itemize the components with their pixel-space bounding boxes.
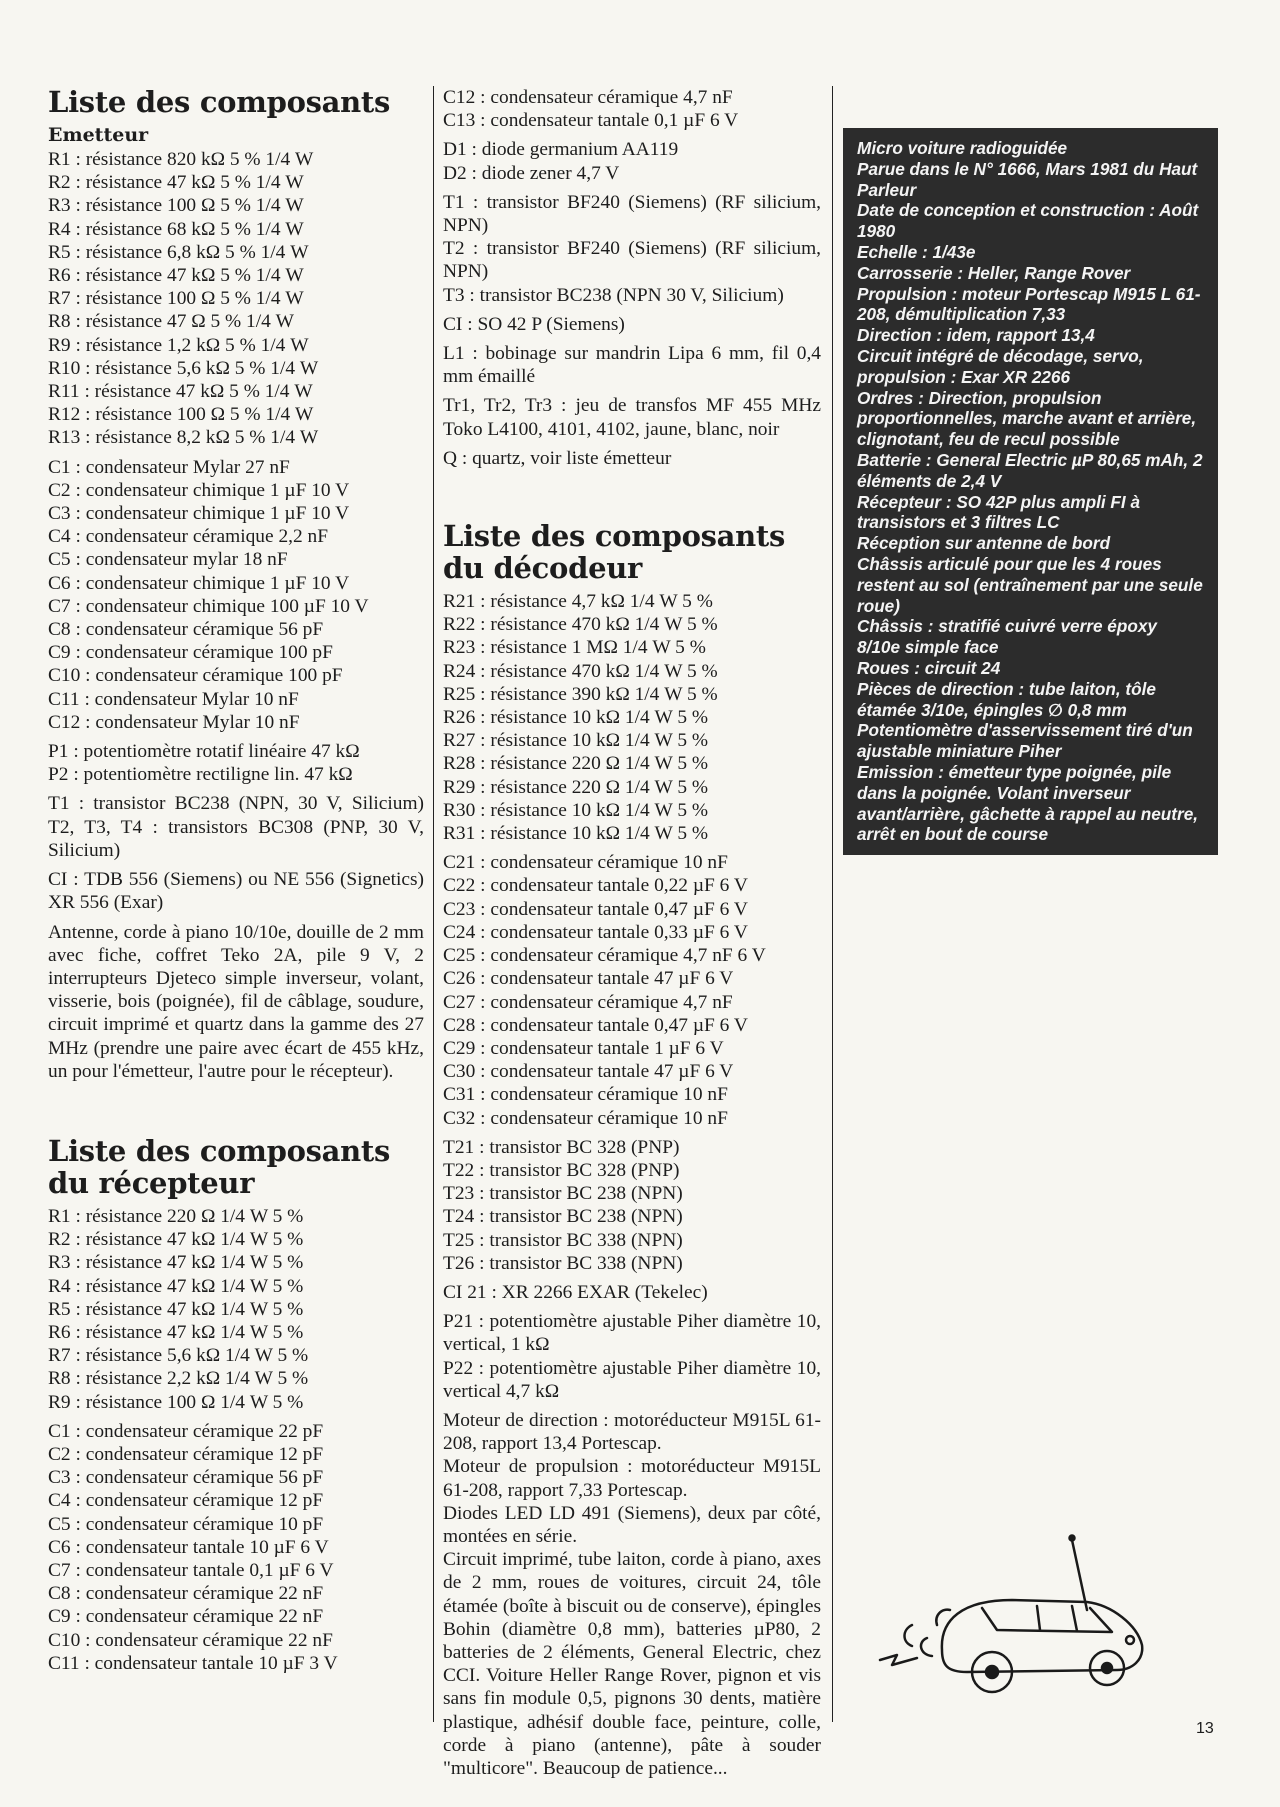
decodeur-title: Liste des composants du décodeur <box>443 519 786 586</box>
resistor-item: R28 : résistance 220 Ω 1/4 W 5 % <box>443 753 709 775</box>
recepteur-transfos: Tr1, Tr2, Tr3 : jeu de transfos MF 455 MHz Toko L4100, 4101, 4102, jaune, blanc, noir <box>443 395 821 440</box>
car-illustration <box>872 1530 1172 1710</box>
resistor-item: R2 : résistance 47 kΩ 5 % 1/4 W <box>48 172 304 194</box>
capacitor-item: C3 : condensateur chimique 1 µF 10 V <box>48 503 350 525</box>
resistor-item: R3 : résistance 100 Ω 5 % 1/4 W <box>48 195 304 217</box>
resistor-item: R8 : résistance 2,2 kΩ 1/4 W 5 % <box>48 1368 309 1390</box>
resistor-item: R30 : résistance 10 kΩ 1/4 W 5 % <box>443 799 709 821</box>
spec-line: Propulsion : moteur Portescap M915 L 61-208, démultiplication 7,33 <box>857 283 1201 325</box>
spec-line: Réception sur antenne de bord <box>857 533 1111 554</box>
car-body <box>942 1600 1142 1672</box>
resistor-item: R7 : résistance 5,6 kΩ 1/4 W 5 % <box>48 1345 309 1367</box>
emetteur-misc: Antenne, corde à piano 10/10e, douille de 2 mm avec fiche, coffret Teko 2A, pile 9 V, 2 interrupteurs Djeteco simple inverseur, volant, visserie, bois (poignée), fil de câblage, soudure, circuit imprimé et quartz dans la gamme des 27 MHz (prendre une paire avec écart de 455 kHz, un pour l'émetteur, l'autre pour le récepteur). <box>48 921 424 1082</box>
column-rule-2 <box>832 86 833 1722</box>
page-number: 13 <box>1196 1720 1214 1737</box>
potentiometer-item: P22 : potentiomètre ajustable Piher diamètre 10, vertical 4,7 kΩ <box>443 1357 821 1402</box>
spec-line: Date de conception et construction : Août 1980 <box>857 200 1199 242</box>
column-rule-1 <box>433 86 434 1722</box>
resistor-item: R12 : résistance 100 Ω 5 % 1/4 W <box>48 404 314 426</box>
spec-line: Récepteur : SO 42P plus ampli FI à transistors et 3 filtres LC <box>857 491 1141 533</box>
resistor-item: R29 : résistance 220 Ω 1/4 W 5 % <box>443 776 709 798</box>
column-2 <box>443 86 821 1780</box>
potentiometer-item: P2 : potentiomètre rectiligne lin. 47 kΩ <box>48 764 353 786</box>
capacitor-item: C7 : condensateur chimique 100 µF 10 V <box>48 595 369 617</box>
emetteur-potentiometer-list <box>48 740 424 786</box>
capacitor-item: C7 : condensateur tantale 0,1 µF 6 V <box>48 1559 334 1581</box>
emetteur-resistor-list <box>48 148 424 450</box>
resistor-item: R6 : résistance 47 kΩ 1/4 W 5 % <box>48 1321 304 1343</box>
capacitor-item: C32 : condensateur céramique 10 nF <box>443 1107 728 1129</box>
emetteur-ci: CI : TDB 556 (Siemens) ou NE 556 (Signetics) XR 556 (Exar) <box>48 869 424 914</box>
resistor-item: R9 : résistance 1,2 kΩ 5 % 1/4 W <box>48 334 309 356</box>
resistor-item: R25 : résistance 390 kΩ 1/4 W 5 % <box>443 683 718 705</box>
car-antenna <box>1072 1540 1087 1610</box>
recepteur-title: Liste des composants du récepteur <box>48 1133 391 1200</box>
spec-line: Parue dans le N° 1666, Mars 1981 du Haut Parleur <box>857 158 1198 200</box>
car-cable <box>880 1655 917 1665</box>
recepteur-diode-list <box>443 138 821 184</box>
transistor-item: T21 : transistor BC 328 (PNP) <box>443 1136 680 1158</box>
capacitor-item: C24 : condensateur tantale 0,33 µF 6 V <box>443 921 748 943</box>
resistor-item: R3 : résistance 47 kΩ 1/4 W 5 % <box>48 1252 304 1274</box>
spec-box <box>843 128 1218 855</box>
spec-line: Echelle : 1/43e <box>857 241 976 262</box>
spec-line: Circuit intégré de décodage, servo, propulsion : Exar XR 2266 <box>857 345 1144 387</box>
transistor-item: T23 : transistor BC 238 (NPN) <box>443 1183 683 1205</box>
decodeur-resistor-list <box>443 590 821 845</box>
capacitor-item: C6 : condensateur chimique 1 µF 10 V <box>48 572 350 594</box>
capacitor-item: C8 : condensateur céramique 56 pF <box>48 619 324 641</box>
resistor-item: R24 : résistance 470 kΩ 1/4 W 5 % <box>443 660 718 682</box>
capacitor-item: C12 : condensateur céramique 4,7 nF <box>443 87 733 108</box>
capacitor-item: C27 : condensateur céramique 4,7 nF <box>443 991 733 1013</box>
transistor-item: T24 : transistor BC 238 (NPN) <box>443 1206 683 1228</box>
recepteur-coil: L1 : bobinage sur mandrin Lipa 6 mm, fil 0,4 mm émaillé <box>443 343 821 388</box>
resistor-item: R27 : résistance 10 kΩ 1/4 W 5 % <box>443 730 709 752</box>
resistor-item: R13 : résistance 8,2 kΩ 5 % 1/4 W <box>48 427 319 449</box>
recepteur-capacitor-list <box>48 1420 424 1675</box>
potentiometer-item: P1 : potentiomètre rotatif linéaire 47 kΩ <box>48 741 360 763</box>
potentiometer-item: P21 : potentiomètre ajustable Piher diamètre 10, vertical, 1 kΩ <box>443 1311 821 1356</box>
capacitor-item: C6 : condensateur tantale 10 µF 6 V <box>48 1536 329 1558</box>
capacitor-item: C10 : condensateur céramique 22 nF <box>48 1629 333 1651</box>
spec-line: Carrosserie : Heller, Range Rover <box>857 262 1131 283</box>
resistor-item: R8 : résistance 47 Ω 5 % 1/4 W <box>48 311 294 333</box>
decodeur-capacitor-list <box>443 851 821 1129</box>
resistor-item: R23 : résistance 1 MΩ 1/4 W 5 % <box>443 637 706 659</box>
recepteur-ci: CI : SO 42 P (Siemens) <box>443 313 625 335</box>
capacitor-item: C1 : condensateur Mylar 27 nF <box>48 456 290 478</box>
transistor-item: T22 : transistor BC 328 (PNP) <box>443 1159 680 1181</box>
capacitor-item: C8 : condensateur céramique 22 nF <box>48 1583 324 1605</box>
capacitor-item: C3 : condensateur céramique 56 pF <box>48 1467 324 1489</box>
emetteur-capacitor-list <box>48 456 424 734</box>
resistor-item: R31 : résistance 10 kΩ 1/4 W 5 % <box>443 823 709 845</box>
diode-item: D1 : diode germanium AA119 <box>443 139 679 161</box>
misc-paragraph: Circuit imprimé, tube laiton, corde à piano, axes de 2 mm, roues de voitures, circuit 24, tôle étamée (boîte à biscuit ou de conserve), épingles Bohin (diamètre 0,8 mm), batteries µP80, 2 batteries de 2 éléments, General Electric, chez CCI. Voiture Heller Range Rover, pignon et vis sans fin module 0,5, pignons 30 dents, matière plastique, adhésif double face, peinture, colle, corde à piano (antenne), pâte à souder "multicore". Beaucoup de patience... <box>443 1549 821 1779</box>
misc-paragraph: Diodes LED LD 491 (Siemens), deux par côté, montées en série. <box>443 1502 821 1547</box>
emetteur-subtitle: Emetteur <box>48 124 149 146</box>
resistor-item: R2 : résistance 47 kΩ 1/4 W 5 % <box>48 1229 304 1251</box>
recepteur-transistor-list <box>443 191 821 307</box>
resistor-item: R5 : résistance 47 kΩ 1/4 W 5 % <box>48 1298 304 1320</box>
capacitor-item: C5 : condensateur mylar 18 nF <box>48 549 288 571</box>
transistor-item: T2 : transistor BF240 (Siemens) (RF silicium, NPN) <box>443 238 821 283</box>
capacitor-item: C9 : condensateur céramique 100 pF <box>48 642 333 664</box>
decodeur-ci: CI 21 : XR 2266 EXAR (Tekelec) <box>443 1281 708 1303</box>
resistor-item: R26 : résistance 10 kΩ 1/4 W 5 % <box>443 707 709 729</box>
capacitor-item: C11 : condensateur tantale 10 µF 3 V <box>48 1652 338 1674</box>
resistor-item: R6 : résistance 47 kΩ 5 % 1/4 W <box>48 265 304 287</box>
decodeur-transistor-list <box>443 1136 821 1275</box>
spec-line: Micro voiture radioguidée <box>857 138 1068 158</box>
resistor-item: R1 : résistance 220 Ω 1/4 W 5 % <box>48 1205 304 1227</box>
spec-line: Potentiomètre d'asservissement tiré d'un ajustable miniature Piher <box>857 720 1193 762</box>
spec-line: Châssis : stratifié cuivré verre époxy 8/10e simple face <box>857 616 1157 658</box>
capacitor-item: C29 : condensateur tantale 1 µF 6 V <box>443 1037 724 1059</box>
capacitor-item: C23 : condensateur tantale 0,47 µF 6 V <box>443 898 748 920</box>
recepteur-capacitor-list-cont <box>443 86 821 132</box>
capacitor-item: C13 : condensateur tantale 0,1 µF 6 V <box>443 110 739 132</box>
transistor-item: T1 : transistor BF240 (Siemens) (RF silicium, NPN) <box>443 191 821 237</box>
recepteur-quartz: Q : quartz, voir liste émetteur <box>443 447 672 469</box>
spec-line: Pièces de direction : tube laiton, tôle étamée 3/10e, épingles ∅ 0,8 mm <box>857 678 1156 720</box>
misc-paragraph: Moteur de propulsion : motoréducteur M915L 61-208, rapport 7,33 Portescap. <box>443 1456 821 1501</box>
resistor-item: R11 : résistance 47 kΩ 5 % 1/4 W <box>48 381 313 403</box>
capacitor-item: C2 : condensateur céramique 12 pF <box>48 1443 324 1465</box>
capacitor-item: C5 : condensateur céramique 10 pF <box>48 1513 324 1535</box>
resistor-item: R9 : résistance 100 Ω 1/4 W 5 % <box>48 1391 304 1413</box>
resistor-item: R4 : résistance 47 kΩ 1/4 W 5 % <box>48 1275 304 1297</box>
capacitor-item: C10 : condensateur céramique 100 pF <box>48 665 343 687</box>
resistor-item: R21 : résistance 4,7 kΩ 1/4 W 5 % <box>443 591 713 613</box>
capacitor-item: C28 : condensateur tantale 0,47 µF 6 V <box>443 1014 748 1036</box>
capacitor-item: C22 : condensateur tantale 0,22 µF 6 V <box>443 875 748 897</box>
diode-item: D2 : diode zener 4,7 V <box>443 162 620 184</box>
recepteur-resistor-list <box>48 1205 424 1414</box>
capacitor-item: C25 : condensateur céramique 4,7 nF 6 V <box>443 945 766 967</box>
capacitor-item: C31 : condensateur céramique 10 nF <box>443 1084 728 1106</box>
emetteur-title: Liste des composants <box>48 85 391 119</box>
capacitor-item: C21 : condensateur céramique 10 nF <box>443 852 728 874</box>
capacitor-item: C9 : condensateur céramique 22 nF <box>48 1606 324 1628</box>
spec-line: Châssis articulé pour que les 4 roues restent au sol (entraînement par une seule roue) <box>857 553 1203 616</box>
transistor-item: T3 : transistor BC238 (NPN 30 V, Silicium) <box>443 284 784 306</box>
capacitor-item: C1 : condensateur céramique 22 pF <box>48 1420 324 1442</box>
spec-line: Ordres : Direction, propulsion proportionnelles, marche avant et arrière, clignotant, feu de recul possible <box>857 387 1197 450</box>
capacitor-item: C12 : condensateur Mylar 10 nF <box>48 711 300 733</box>
decodeur-potentiometer-list <box>443 1310 821 1403</box>
capacitor-item: C26 : condensateur tantale 47 µF 6 V <box>443 968 734 990</box>
resistor-item: R4 : résistance 68 kΩ 5 % 1/4 W <box>48 218 304 240</box>
spec-line: Emission : émetteur type poignée, pile dans la poignée. Volant inverseur avant/arrière, gâchette à rappel au neutre, arrêt en bout de course <box>857 761 1199 845</box>
column-3 <box>843 86 1218 855</box>
spec-line: Batterie : General Electric µP 80,65 mAh, 2 éléments de 2,4 V <box>857 449 1203 491</box>
emetteur-transistors: T1 : transistor BC238 (NPN, 30 V, Silicium) T2, T3, T4 : transistors BC308 (PNP, 30 V, Silicium) <box>48 793 424 861</box>
spec-line: Direction : idem, rapport 13,4 <box>857 325 1095 346</box>
transistor-item: T26 : transistor BC 338 (NPN) <box>443 1252 683 1274</box>
capacitor-item: C4 : condensateur céramique 2,2 nF <box>48 526 329 548</box>
resistor-item: R5 : résistance 6,8 kΩ 5 % 1/4 W <box>48 241 309 263</box>
column-1 <box>48 86 424 1681</box>
resistor-item: R10 : résistance 5,6 kΩ 5 % 1/4 W <box>48 357 319 379</box>
misc-paragraph: Moteur de direction : motoréducteur M915L 61-208, rapport 13,4 Portescap. <box>443 1409 821 1455</box>
resistor-item: R1 : résistance 820 kΩ 5 % 1/4 W <box>48 149 314 170</box>
resistor-item: R22 : résistance 470 kΩ 1/4 W 5 % <box>443 614 718 636</box>
capacitor-item: C30 : condensateur tantale 47 µF 6 V <box>443 1061 734 1083</box>
resistor-item: R7 : résistance 100 Ω 5 % 1/4 W <box>48 288 304 310</box>
capacitor-item: C11 : condensateur Mylar 10 nF <box>48 688 299 710</box>
spec-line: Roues : circuit 24 <box>857 657 1001 678</box>
capacitor-item: C4 : condensateur céramique 12 pF <box>48 1490 324 1512</box>
capacitor-item: C2 : condensateur chimique 1 µF 10 V <box>48 479 350 501</box>
transistor-item: T25 : transistor BC 338 (NPN) <box>443 1229 683 1251</box>
decodeur-misc <box>443 1409 821 1780</box>
